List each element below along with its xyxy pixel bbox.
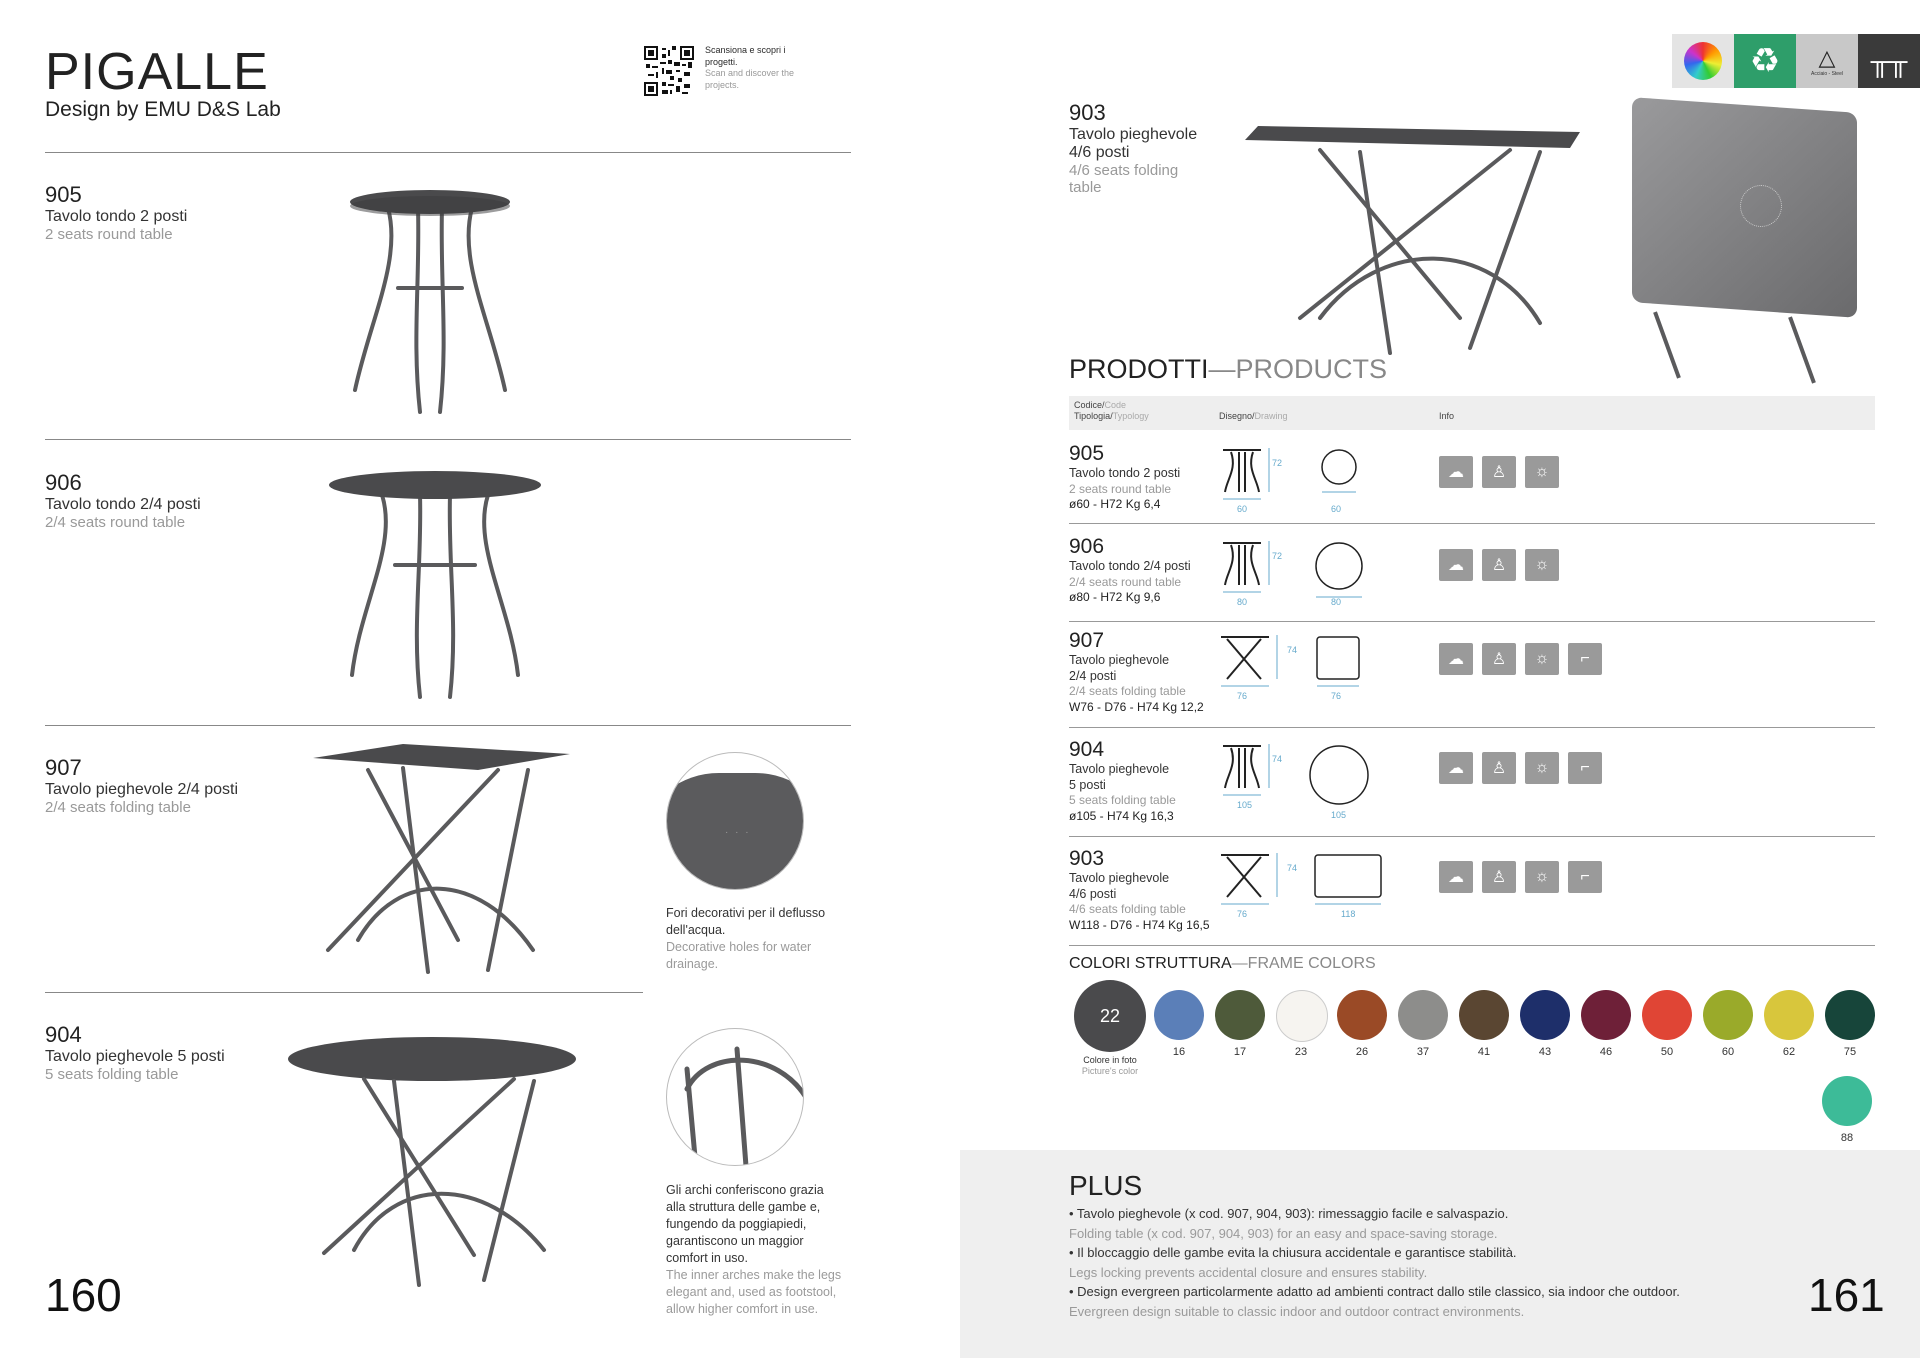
pe-label: Acciaio - Steel	[1811, 71, 1843, 77]
row-name-en: 4/6 seats folding table	[1069, 902, 1186, 916]
product-code: 906	[45, 470, 82, 495]
qr-caption-it: Scansiona e scopri i progetti.	[705, 45, 786, 67]
table-icon: ╥╥	[1858, 34, 1920, 88]
height-label: 74	[1287, 863, 1298, 873]
caption-arches-en: The inner arches make the legs elegant and, used as footstool, allow higher comfort in use.	[666, 1268, 842, 1316]
side-view-drawing	[1217, 537, 1287, 607]
table-904-image	[284, 1035, 584, 1295]
product-name-it: Tavolo tondo 2/4 posti	[45, 496, 201, 513]
top-view-drawing	[1309, 537, 1389, 607]
caption-drainage-en: Decorative holes for water drainage.	[666, 940, 812, 971]
caption-arches	[666, 1182, 846, 1318]
product-907-label	[45, 755, 238, 816]
plus-panel	[960, 1150, 1920, 1358]
weight-icon: ♙	[1482, 643, 1516, 675]
color-swatch	[1215, 990, 1265, 1040]
row-name-it: 2/4 posti	[1069, 668, 1117, 683]
th-info: Info	[1439, 411, 1455, 421]
color-swatch	[1459, 990, 1509, 1040]
product-906-label	[45, 470, 201, 531]
row-text	[1069, 738, 1219, 824]
product-code: 907	[45, 755, 82, 780]
color-code: 50	[1660, 1046, 1674, 1058]
weight-icon: ♙	[1482, 752, 1516, 784]
caption-drainage	[666, 905, 846, 973]
top-view-drawing	[1309, 740, 1389, 810]
table-903-image	[1240, 118, 1590, 358]
color-swatch-featured	[1074, 980, 1146, 1052]
color-swatch	[1154, 990, 1204, 1040]
color-wheel-icon	[1672, 34, 1734, 88]
weather-icon: ☼	[1525, 752, 1559, 784]
detail-arches-image	[666, 1028, 804, 1166]
product-name-en: 5 seats folding table	[45, 1066, 179, 1083]
products-title-en: PRODUCTS	[1235, 354, 1388, 384]
top-view-drawing	[1309, 631, 1389, 701]
width-label: 76	[1237, 691, 1248, 701]
table-row	[1069, 533, 1875, 633]
color-code: 16	[1172, 1046, 1186, 1058]
row-divider	[1069, 836, 1875, 837]
folding-icon: ⌐	[1568, 752, 1602, 784]
featured-color-code: 22	[1099, 1005, 1121, 1026]
row-dimensions: ø60 - H72 Kg 6,4	[1069, 497, 1161, 511]
row-dimensions: ø105 - H74 Kg 16,3	[1069, 808, 1174, 823]
featured-color-label-it: Colore in foto	[1083, 1055, 1137, 1065]
frame-colors-title-sep: —	[1231, 955, 1248, 972]
row-name-it: 4/6 posti	[1069, 886, 1117, 901]
designer-subtitle: Design by EMU D&S Lab	[45, 98, 281, 121]
color-code: 43	[1538, 1046, 1552, 1058]
color-swatch	[1337, 990, 1387, 1040]
caption-drainage-it: Fori decorativi per il deflusso dell'acqua.	[666, 906, 826, 937]
plus-title: PLUS	[1069, 1170, 1143, 1201]
th-code-it: Codice/	[1074, 400, 1105, 410]
row-divider	[1069, 523, 1875, 524]
frame-colors-title-it: COLORI STRUTTURA	[1069, 955, 1232, 972]
th-type-it: Tipologia/	[1074, 411, 1113, 421]
product-904-label	[45, 1022, 225, 1083]
badge-strip	[1672, 34, 1920, 88]
weight-icon: ♙	[1482, 456, 1516, 488]
products-title	[1069, 354, 1387, 385]
product-name-en: 2 seats round table	[45, 226, 173, 243]
plus-item-en: Legs locking prevents accidental closure and ensures stability.	[1069, 1264, 1428, 1280]
weight-icon: ♙	[1482, 861, 1516, 893]
product-name-it: Tavolo pieghevole 5 posti	[45, 1048, 225, 1065]
table-903-folded-image	[1620, 105, 1870, 385]
color-swatch	[1642, 990, 1692, 1040]
plus-list	[1069, 1204, 1809, 1321]
plus-item-it: • Design evergreen particolarmente adatto ad ambienti contract dallo stile classico, sia indoor che outdoor.	[1069, 1284, 1680, 1299]
weather-icon: ☼	[1525, 643, 1559, 675]
color-code: 17	[1233, 1046, 1247, 1058]
color-code: 88	[1840, 1132, 1854, 1144]
weight-icon: ♙	[1482, 549, 1516, 581]
row-divider	[1069, 727, 1875, 728]
depth-label: 76	[1331, 691, 1342, 701]
row-name-it: 5 posti	[1069, 777, 1106, 792]
page-number-left: 160	[45, 1269, 122, 1321]
row-name-en: 2/4 seats round table	[1069, 574, 1182, 589]
row-name-it: Tavolo tondo 2 posti	[1069, 466, 1181, 480]
height-label: 74	[1287, 645, 1298, 655]
caption-arches-it: Gli archi conferiscono grazia alla struttura delle gambe e, fungendo da poggiapiedi, garantiscono un maggior comfort in uso.	[666, 1183, 824, 1265]
row-text	[1069, 847, 1219, 933]
color-code: 41	[1477, 1046, 1491, 1058]
row-code: 907	[1069, 629, 1105, 652]
depth-label: 60	[1331, 504, 1342, 514]
divider	[45, 439, 851, 440]
color-swatch	[1825, 990, 1875, 1040]
cleaning-icon: ☁	[1439, 549, 1473, 581]
row-name-it: Tavolo pieghevole	[1069, 762, 1170, 776]
width-label: 105	[1237, 800, 1253, 810]
table-row	[1069, 440, 1875, 540]
row-divider	[1069, 621, 1875, 622]
product-name-en: 2/4 seats folding table	[45, 799, 191, 816]
width-label: 60	[1237, 504, 1248, 514]
divider	[45, 152, 851, 153]
color-swatch	[1822, 1076, 1872, 1126]
th-drawing-it: Disegno/	[1219, 411, 1255, 421]
cleaning-icon: ☁	[1439, 456, 1473, 488]
cleaning-icon: ☁	[1439, 643, 1473, 675]
qr-caption	[705, 45, 805, 91]
row-name-en: 5 seats folding table	[1069, 793, 1176, 807]
color-swatch	[1520, 990, 1570, 1040]
row-name-it: Tavolo pieghevole	[1069, 653, 1170, 667]
row-text	[1069, 629, 1219, 715]
detail-drainage-holes-image: · · ·	[666, 752, 804, 890]
row-dimensions: ø80 - H72 Kg 9,6	[1069, 590, 1161, 604]
width-label: 80	[1237, 597, 1248, 607]
side-view-drawing	[1217, 849, 1287, 919]
product-name-it: Tavolo pieghevole 2/4 posti	[45, 781, 239, 798]
plus-item-it: • Tavolo pieghevole (x cod. 907, 904, 903): rimessaggio facile e salvaspazio.	[1069, 1206, 1509, 1221]
table-906-image	[320, 465, 550, 705]
plus-item-en: Evergreen design suitable to classic indoor and outdoor contract environments.	[1069, 1303, 1525, 1319]
table-row	[1069, 627, 1875, 727]
products-table-header	[1069, 396, 1875, 430]
product-code: 905	[45, 182, 82, 207]
product-903-label	[1069, 100, 1219, 196]
brochure-title: PIGALLE	[45, 43, 269, 101]
plus-item-en: Folding table (x cod. 907, 904, 903) for an easy and space-saving storage.	[1069, 1225, 1498, 1241]
divider	[45, 725, 851, 726]
row-divider	[1069, 945, 1875, 946]
side-view-drawing	[1217, 444, 1287, 514]
row-text	[1069, 535, 1219, 606]
color-swatch	[1581, 990, 1631, 1040]
weather-icon: ☼	[1525, 456, 1559, 488]
pe-icon: △ Acciaio - Steel	[1796, 34, 1858, 88]
color-swatch	[1398, 990, 1448, 1040]
products-title-sep: —	[1208, 354, 1236, 384]
recycle-icon: ♻	[1734, 34, 1796, 88]
row-name-it: Tavolo pieghevole	[1069, 871, 1170, 885]
cleaning-icon: ☁	[1439, 861, 1473, 893]
top-view-drawing	[1309, 444, 1389, 514]
row-text	[1069, 442, 1219, 513]
frame-colors-title	[1069, 955, 1376, 973]
row-name-en: 2/4 seats folding table	[1069, 684, 1186, 698]
height-label: 74	[1272, 754, 1283, 764]
th-type-en: Typology	[1112, 411, 1149, 421]
color-code: 75	[1843, 1046, 1857, 1058]
color-swatch	[1703, 990, 1753, 1040]
product-name-it: Tavolo tondo 2 posti	[45, 208, 188, 225]
featured-color-label-en: Picture's color	[1081, 1066, 1139, 1076]
row-dimensions: W118 - D76 - H74 Kg 16,5	[1069, 917, 1210, 932]
color-code: 46	[1599, 1046, 1613, 1058]
color-code: 62	[1782, 1046, 1796, 1058]
featured-color-label	[1070, 1055, 1150, 1077]
row-code: 904	[1069, 738, 1105, 761]
qr-caption-en: Scan and discover the projects.	[705, 68, 795, 90]
frame-colors-title-en: FRAME COLORS	[1247, 955, 1376, 972]
product-code: 903	[1069, 100, 1106, 125]
weather-icon: ☼	[1525, 861, 1559, 893]
products-title-it: PRODOTTI	[1069, 354, 1209, 384]
cleaning-icon: ☁	[1439, 752, 1473, 784]
th-drawing-en: Drawing	[1254, 411, 1288, 421]
table-905-image	[340, 180, 520, 420]
product-name-en: 4/6 seats folding table	[1069, 162, 1179, 196]
folding-icon: ⌐	[1568, 861, 1602, 893]
row-code: 905	[1069, 442, 1105, 465]
color-swatch	[1276, 990, 1328, 1042]
weather-icon: ☼	[1525, 549, 1559, 581]
row-name-it: Tavolo tondo 2/4 posti	[1069, 559, 1191, 573]
depth-label: 105	[1331, 810, 1347, 820]
depth-label: 118	[1341, 909, 1356, 919]
table-row	[1069, 736, 1875, 836]
color-code: 60	[1721, 1046, 1735, 1058]
table-907-image	[308, 740, 578, 980]
row-code: 906	[1069, 535, 1105, 558]
divider	[45, 992, 643, 993]
color-swatch	[1764, 990, 1814, 1040]
height-label: 72	[1272, 551, 1283, 561]
th-code-en: Code	[1104, 400, 1127, 410]
color-code: 23	[1294, 1046, 1308, 1058]
product-name-en: 2/4 seats round table	[45, 514, 186, 531]
folding-icon: ⌐	[1568, 643, 1602, 675]
width-label: 76	[1237, 909, 1248, 919]
row-name-en: 2 seats round table	[1069, 481, 1172, 496]
plus-item-it: • Il bloccaggio delle gambe evita la chiusura accidentale e garantisce stabilità.	[1069, 1245, 1517, 1260]
table-row	[1069, 845, 1875, 945]
row-code: 903	[1069, 847, 1105, 870]
product-905-label	[45, 182, 187, 243]
side-view-drawing	[1217, 631, 1287, 701]
color-code: 26	[1355, 1046, 1369, 1058]
depth-label: 80	[1331, 597, 1342, 607]
height-label: 72	[1272, 458, 1283, 468]
page-number-right: 161	[1808, 1269, 1885, 1321]
row-dimensions: W76 - D76 - H74 Kg 12,2	[1069, 699, 1204, 714]
product-code: 904	[45, 1022, 82, 1047]
qr-code-icon[interactable]	[644, 46, 694, 96]
product-name-it: Tavolo pieghevole 4/6 posti	[1069, 126, 1198, 161]
color-code: 37	[1416, 1046, 1430, 1058]
